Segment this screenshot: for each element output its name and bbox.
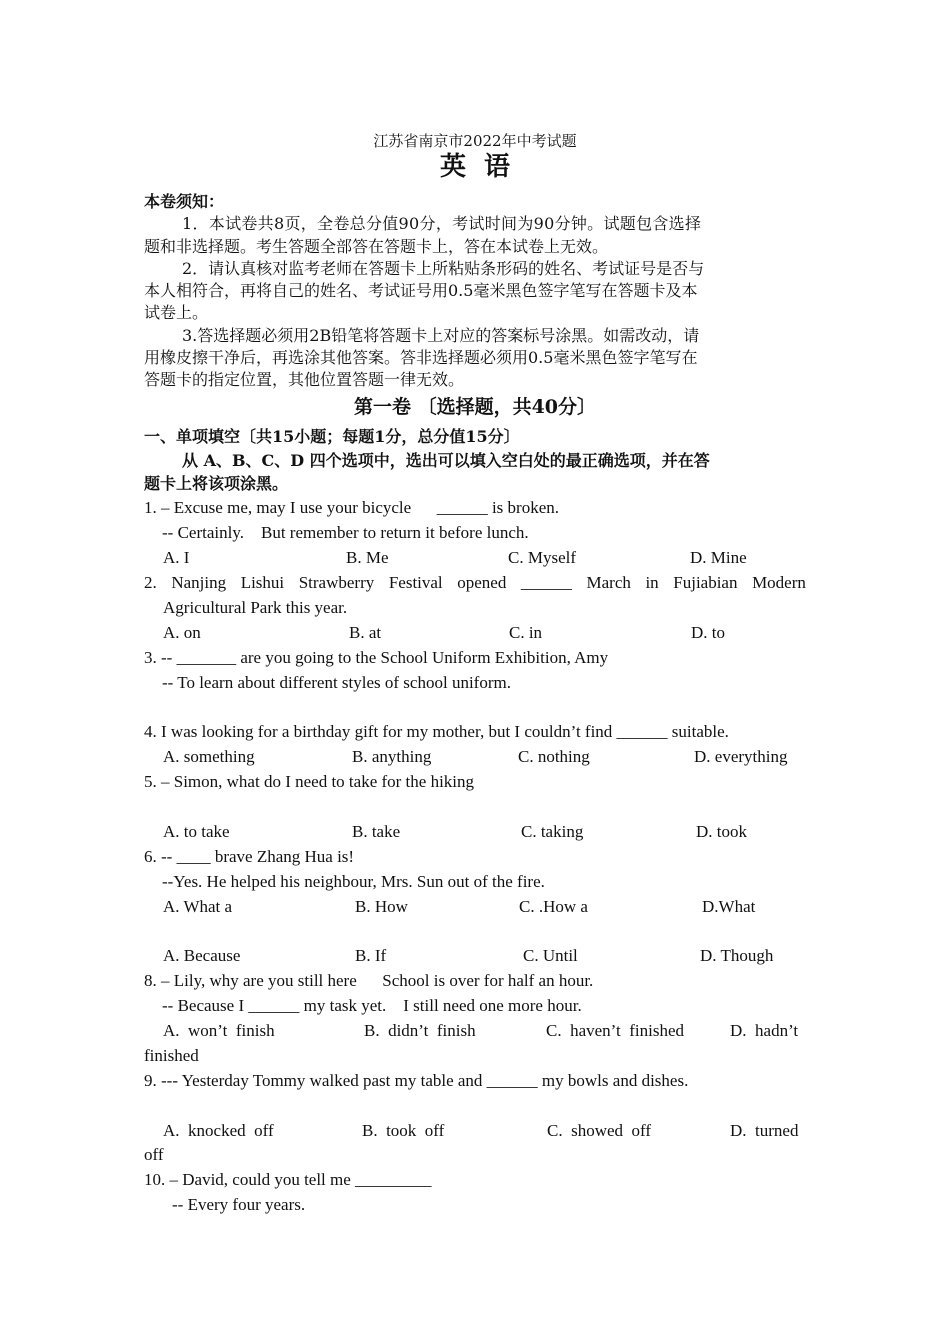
question-9-stem: 9. --- Yesterday Tommy walked past my table and ______ my bowls and dishes. (144, 1071, 689, 1090)
question-6-option-b: B. How (355, 897, 408, 916)
question-9-option-d-wrap: off (144, 1145, 164, 1164)
q2-w4: Strawberry (298, 573, 375, 592)
question-1-reply: -- Certainly. But remember to return it before lunch. (162, 523, 529, 542)
question-1-option-b: B. Me (346, 548, 389, 567)
notice-p1-line2: 题和非选择题。考生答题全部答在答题卡上，答在本试卷上无效。 (144, 237, 609, 256)
question-4-option-c: C. nothing (518, 747, 590, 766)
question-8-option-a: A. won’t finish (163, 1021, 275, 1040)
question-5-option-c: C. taking (521, 822, 584, 841)
notice-p2-line2: 本人相符合，再将自己的姓名、考试证号用0.5毫米黑色签字笔写在答题卡及本 (144, 281, 698, 300)
q2-w6: opened (457, 573, 507, 592)
question-3-reply: -- To learn about different styles of school uniform. (162, 673, 511, 692)
notice-p3-line3: 答题卡的指定位置，其他位置答题一律无效。 (144, 370, 465, 389)
question-8-option-d: D. hadn’t (730, 1021, 799, 1040)
q2-w5: Festival (388, 573, 443, 592)
question-2-stem-cont: Agricultural Park this year. (163, 598, 348, 617)
question-1-stem: 1. – Excuse me, may I use your bicycle ______ is broken. (144, 498, 559, 517)
question-5-stem: 5. – Simon, what do I need to take for the hiking (144, 772, 475, 791)
question-6-option-a: A. What a (163, 897, 233, 916)
question-2-option-a: A. on (163, 623, 201, 642)
question-4-stem: 4. I was looking for a birthday gift for my mother, but I couldn’t find ______ suitable. (144, 722, 729, 741)
question-6-option-c: C. .How a (519, 897, 588, 916)
question-2-option-b: B. at (349, 623, 382, 642)
part1-title: 第一卷 〔选择题，共40分〕 (353, 396, 597, 418)
question-8-option-b: B. didn’t finish (364, 1021, 476, 1040)
question-10-reply: -- Every four years. (172, 1195, 306, 1214)
notice-heading: 本卷须知： (144, 192, 225, 211)
question-4-option-b: B. anything (352, 747, 432, 766)
question-2-option-d: D. to (691, 623, 725, 642)
q2-w3: Lishui (240, 573, 285, 592)
notice-p3-line2: 用橡皮擦干净后，再选涂其他答案。答非选择题必须用0.5毫米黑色签字笔写在 (144, 348, 698, 367)
question-6-stem: 6. -- ____ brave Zhang Hua is! (144, 847, 355, 866)
question-8-option-d-wrap: finished (144, 1046, 199, 1065)
q2-w7: ______ (520, 573, 572, 592)
exam-title: 江苏省南京市2022年中考试题 (373, 132, 577, 150)
question-8-reply: -- Because I ______ my task yet. I still need one more hour. (162, 996, 582, 1015)
q2-w2: Nanjing (171, 573, 227, 592)
question-6-reply: --Yes. He helped his neighbour, Mrs. Sun out of the fire. (162, 872, 545, 891)
q2-w11: Modern (752, 573, 806, 592)
question-9-option-a: A. knocked off (163, 1121, 274, 1140)
notice-p2-line3: 试卷上。 (144, 303, 209, 322)
question-2-stem-justified (144, 572, 806, 594)
question-5-option-a: A. to take (163, 822, 230, 841)
section-instruction-line2: 题卡上将该项涂黑。 (144, 474, 289, 493)
question-5-option-b: B. take (352, 822, 401, 841)
question-10-stem: 10. – David, could you tell me _________ (144, 1170, 432, 1189)
section-instruction-line1: 从 A、B、C、D 四个选项中，选出可以填入空白处的最正确选项，并在答 (182, 451, 710, 470)
question-1-option-a: A. I (163, 548, 190, 567)
question-7-option-a: A. Because (163, 946, 241, 965)
question-7-option-c: C. Until (523, 946, 578, 965)
question-3-stem: 3. -- _______ are you going to the School Uniform Exhibition, Amy (144, 648, 609, 667)
question-9-option-b: B. took off (362, 1121, 445, 1140)
section-title: 一、单项填空〔共15小题；每题1分，总分值15分〕 (144, 427, 520, 446)
q2-w1: 2. (144, 573, 157, 592)
question-1-option-c: C. Myself (508, 548, 576, 567)
question-4-option-a: A. something (163, 747, 255, 766)
question-2-option-c: C. in (509, 623, 543, 642)
question-9-option-c: C. showed off (547, 1121, 652, 1140)
notice-p2-line1: 2．请认真核对监考老师在答题卡上所粘贴条形码的姓名、考试证号是否与 (182, 259, 705, 278)
question-5-option-d: D. took (696, 822, 747, 841)
q2-w10: Fujiabian (673, 573, 738, 592)
question-2-stem (144, 572, 806, 594)
subject-title: 英 语 (439, 152, 511, 182)
question-7-option-b: B. If (355, 946, 387, 965)
notice-p1-line1: 1．本试卷共8页，全卷总分值90分，考试时间为90分钟。试题包含选择 (182, 214, 702, 233)
q2-w8: March (586, 573, 631, 592)
question-8-stem: 8. – Lily, why are you still here School is over for half an hour. (144, 971, 594, 990)
question-4-option-d: D. everything (694, 747, 788, 766)
question-8-option-c: C. haven’t finished (546, 1021, 685, 1040)
q2-w9: in (645, 573, 659, 592)
notice-p3-line1: 3.答选择题必须用2B铅笔将答题卡上对应的答案标号涂黑。如需改动，请 (182, 326, 700, 345)
question-9-option-d: D. turned (730, 1121, 799, 1140)
question-7-option-d: D. Though (700, 946, 774, 965)
question-6-option-d: D.What (702, 897, 756, 916)
question-1-option-d: D. Mine (690, 548, 747, 567)
